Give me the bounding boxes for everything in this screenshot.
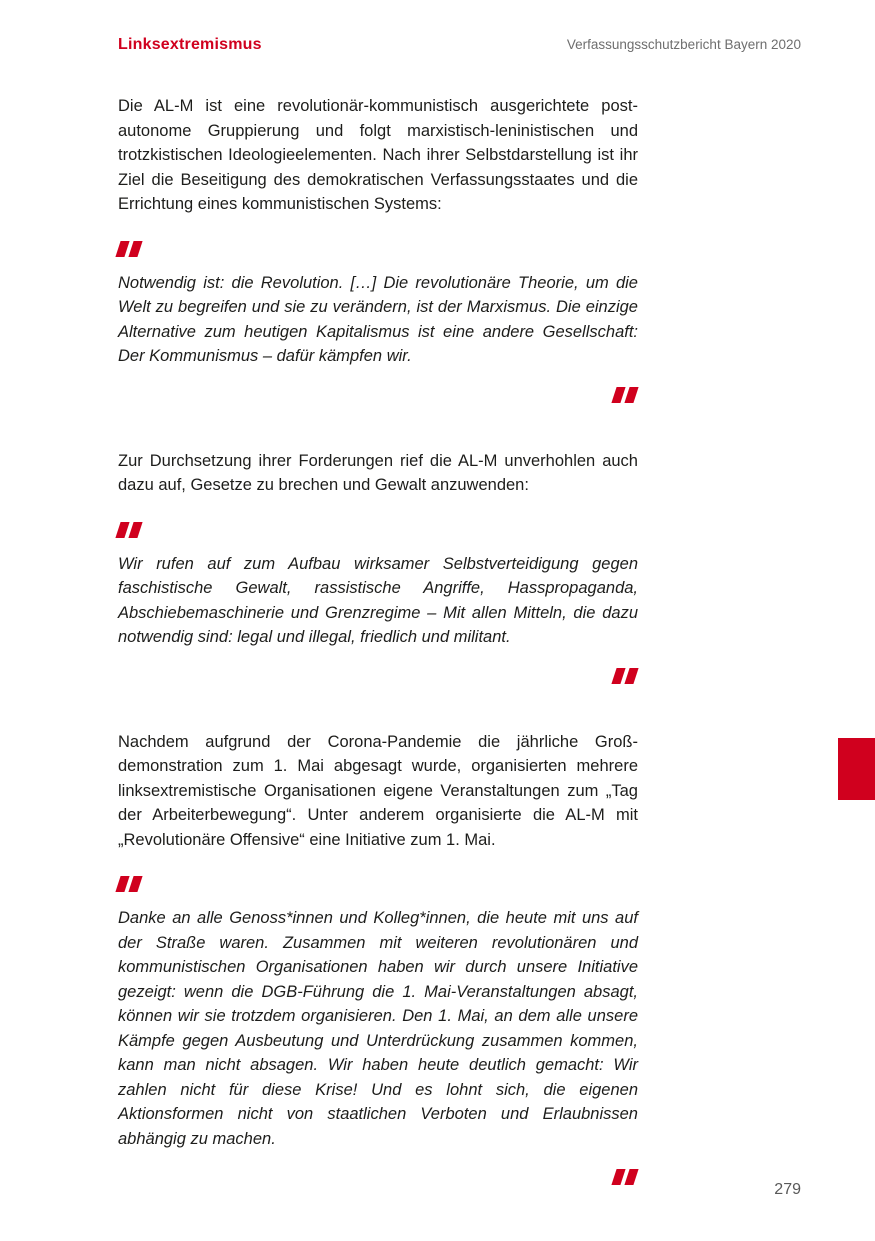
quote-block-3 (118, 876, 638, 1185)
quote-block-2 (118, 522, 638, 684)
page-content (118, 94, 638, 1185)
body-paragraph-2: Zur Durchsetzung ihrer Forderungen rief die AL-M unverhohlen auch dazu auf, Gesetze zu brechen und Gewalt anzuwenden: (118, 451, 638, 494)
section-title: Linksextremismus (118, 36, 262, 53)
chapter-tab-marker (838, 738, 875, 800)
quote-text-3: Danke an alle Genoss*innen und Kolleg*innen, die heute mit uns auf der Straße waren. Zusammen mit weiteren revolutionären und kommunistischen Organisationen haben wir durch unsere Initiative gezeigt: wenn die DGB-Führung die 1. Mai-Veranstaltungen absagt, können wir sie trotzdem organisieren. Den 1. Mai, an dem alle unsere Kämpfe gegen Ausbeutung und Unterdrückung zusammen kommen, kann man nicht absagen. Wir haben heute deutlich gemacht: Wir zahlen nicht für diese Krise! Und es lohnt sich, die eigenen Aktionsformen nicht von staatlichen Verboten und Erlaubnissen abhängig zu machen. (118, 909, 638, 1148)
page-number: 279 (774, 1181, 801, 1198)
quote-bar (115, 241, 129, 257)
open-quote-icon (118, 522, 140, 538)
quote-bar (624, 1169, 638, 1185)
quote-bar (115, 876, 129, 892)
report-title: Verfassungsschutzbericht Bayern 2020 (566, 37, 801, 52)
quote-text-2: Wir rufen auf zum Aufbau wirksamer Selbstverteidigung gegen faschistische Gewalt, rassistische Angriffe, Hasspropaganda, Abschiebemaschinerie und Grenzregime – Mit allen Mitteln, die dazu notwendig sind: legal und illegal, friedlich und militant. (118, 554, 638, 646)
quote-bar (624, 387, 638, 403)
quote-bar (611, 668, 625, 684)
close-quote-icon (614, 1169, 636, 1185)
quote-text-1: Notwendig ist: die Revolution. […] Die revolutionäre Theorie, um die Welt zu begreifen und sie zu verändern, ist der Marxismus. Die einzige Alternative zum heutigen Kapitalismus ist eine andere Gesellschaft: Der Kommunismus – dafür kämpfen wir. (118, 273, 638, 365)
close-quote-icon (614, 387, 636, 403)
quote-bar (128, 241, 142, 257)
quote-bar (624, 668, 638, 684)
quote-bar (115, 522, 129, 538)
body-paragraph-1: Die AL-M ist eine revolutionär-kommunistisch ausgerichtete postautonome Gruppierung und folgt marxistisch-leninistischen und trotzkistischen Ideologieelementen. Nach ihrer Selbstdarstellung ist ihr Ziel die Beseitigung des demokratischen Verfassungsstaates und die Errichtung eines kommunistischen Systems: (118, 97, 638, 213)
quote-bar (611, 1169, 625, 1185)
quote-bar (611, 387, 625, 403)
open-quote-icon (118, 876, 140, 892)
quote-bar (128, 876, 142, 892)
quote-bar (128, 522, 142, 538)
close-quote-icon (614, 668, 636, 684)
page-header (0, 0, 875, 54)
body-paragraph-3: Nachdem aufgrund der Corona-Pandemie die jährliche Großdemonstration zum 1. Mai abgesagt wurde, organisierten mehrere linksextremistische Organisationen eigene Veranstaltungen zum „Tag der Arbeiterbewegung“. Unter anderem organisierte die AL-M mit „Revolutionäre Offensive“ eine Initiative zum 1. Mai. (118, 732, 638, 849)
quote-block-1 (118, 241, 638, 403)
open-quote-icon (118, 241, 140, 257)
